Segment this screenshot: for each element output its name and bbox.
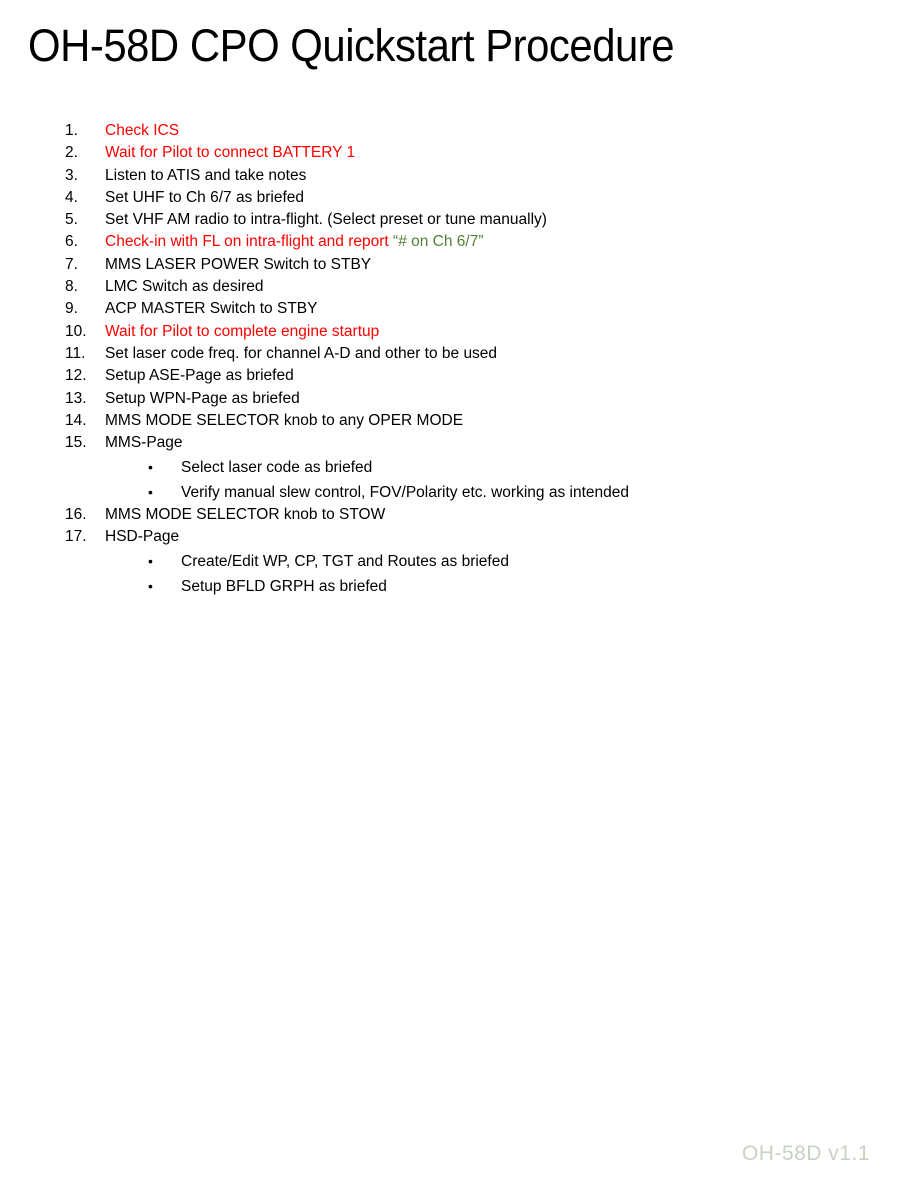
list-item: [65, 388, 855, 410]
text-segment: Setup ASE-Page as briefed: [105, 367, 294, 385]
list-item-text: [105, 343, 855, 365]
list-item-number: 3.: [65, 166, 78, 184]
list-item-number: 10.: [65, 322, 87, 340]
text-segment: Set VHF AM radio to intra-flight. (Select preset or tune manually): [105, 211, 547, 229]
text-segment: MMS-Page: [105, 434, 183, 452]
text-segment: Check ICS: [105, 122, 180, 139]
text-segment: MMS LASER POWER Switch to STBY: [105, 255, 372, 273]
list-item: [65, 276, 855, 298]
sub-bullet-text: Create/Edit WP, CP, TGT and Routes as briefed: [181, 553, 509, 571]
sub-bullet-item: [65, 481, 855, 504]
sub-bullet-text: Verify manual slew control, FOV/Polarity etc. working as intended: [181, 483, 629, 501]
sub-bullet-item: [65, 456, 855, 479]
list-item: [65, 120, 855, 142]
list-item: [65, 142, 855, 164]
list-item: [65, 254, 855, 276]
list-item-text: [105, 165, 855, 187]
list-item-text: [105, 388, 855, 410]
list-item-text: [105, 298, 855, 320]
list-item-number: 5.: [65, 211, 78, 229]
list-item-number: 16.: [65, 506, 87, 524]
list-item-number: 2.: [65, 144, 78, 162]
list-item-text: [105, 504, 855, 526]
list-item: [65, 410, 855, 432]
list-item-text: [105, 365, 855, 387]
bullet-icon: •: [148, 553, 153, 570]
text-segment: HSD-Page: [105, 528, 180, 546]
bullet-icon: •: [148, 458, 153, 475]
text-segment: Set UHF to Ch 6/7 as briefed: [105, 188, 305, 206]
list-item: [65, 321, 855, 343]
procedure-list: [65, 120, 855, 598]
list-item-text: [105, 432, 855, 454]
list-item-number: 1.: [65, 122, 78, 139]
list-item-number: 8.: [65, 278, 78, 296]
sub-bullet-item: [65, 575, 855, 598]
bullet-icon: •: [148, 483, 153, 500]
list-item-number: 15.: [65, 434, 87, 452]
list-item-number: 7.: [65, 255, 78, 273]
list-item-number: 6.: [65, 233, 78, 251]
list-item-text: [105, 120, 855, 142]
list-item-text: [105, 410, 855, 432]
text-segment: Wait for Pilot to connect BATTERY 1: [105, 144, 356, 162]
list-item: [65, 526, 855, 548]
list-item-text: [105, 142, 855, 164]
list-item: [65, 298, 855, 320]
text-segment: “# on Ch 6/7”: [393, 233, 484, 251]
list-item-number: 4.: [65, 188, 78, 206]
sub-bullet-text: Setup BFLD GRPH as briefed: [181, 577, 387, 595]
text-segment: Setup WPN-Page as briefed: [105, 389, 300, 407]
text-segment: MMS MODE SELECTOR knob to any OPER MODE: [105, 411, 464, 429]
list-item: [65, 365, 855, 387]
list-item-text: [105, 231, 855, 253]
text-segment: Check-in with FL on intra-flight and report: [105, 233, 394, 251]
list-item-text: [105, 187, 855, 209]
list-item-number: 11.: [65, 344, 86, 362]
list-item: [65, 343, 855, 365]
list-item: [65, 187, 855, 209]
bullet-icon: •: [148, 577, 153, 594]
list-item-number: 13.: [65, 389, 87, 407]
list-item-text: [105, 254, 855, 276]
sub-bullet-text: Select laser code as briefed: [181, 458, 373, 476]
list-item-text: [105, 321, 855, 343]
footer-version: OH-58D v1.1: [741, 1142, 870, 1165]
text-segment: ACP MASTER Switch to STBY: [105, 300, 318, 318]
list-item-number: 17.: [65, 528, 87, 546]
list-item: [65, 432, 855, 454]
text-segment: Set laser code freq. for channel A-D and other to be used: [105, 344, 498, 362]
list-item: [65, 231, 855, 253]
page-title: OH-58D CPO Quickstart Procedure: [28, 20, 675, 71]
list-item: [65, 209, 855, 231]
list-item-number: 9.: [65, 300, 78, 318]
text-segment: Listen to ATIS and take notes: [105, 166, 307, 184]
sub-bullet-item: [65, 550, 855, 573]
list-item: [65, 165, 855, 187]
list-item-text: [105, 276, 855, 298]
list-item-text: [105, 209, 855, 231]
text-segment: LMC Switch as desired: [105, 278, 264, 296]
list-item-text: [105, 526, 855, 548]
text-segment: Wait for Pilot to complete engine startup: [105, 322, 380, 340]
list-item: [65, 504, 855, 526]
list-item-number: 14.: [65, 411, 87, 429]
text-segment: MMS MODE SELECTOR knob to STOW: [105, 506, 386, 524]
list-item-number: 12.: [65, 367, 87, 385]
